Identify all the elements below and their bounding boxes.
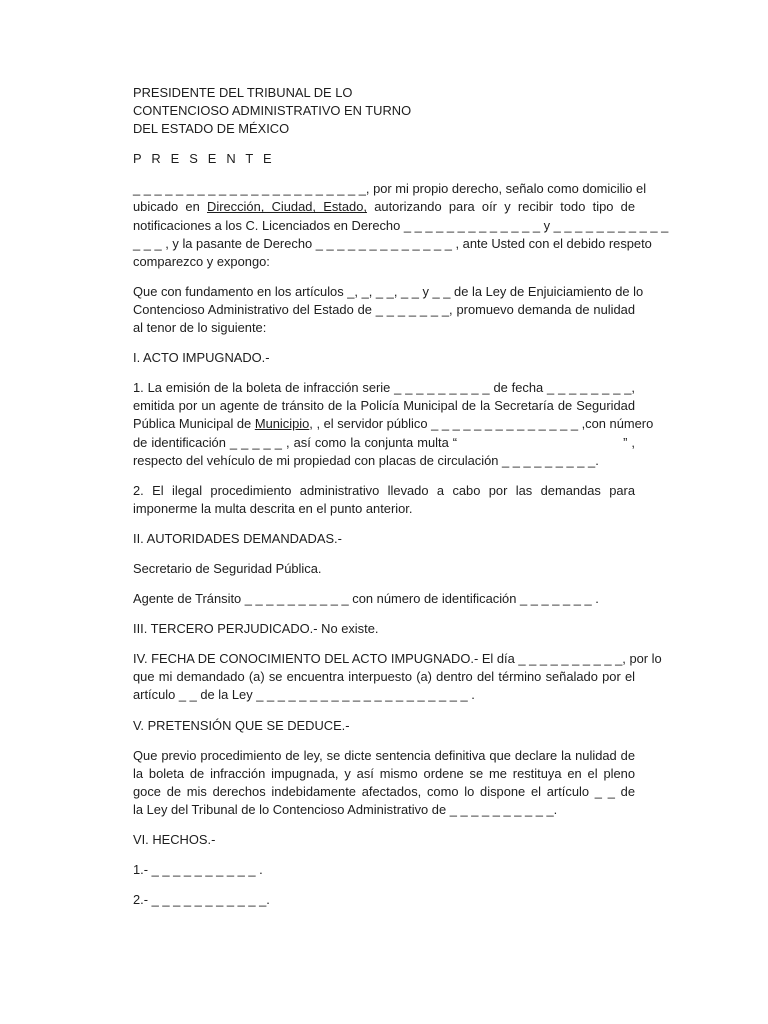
address-placeholder: Dirección, Ciudad, Estado, (207, 199, 367, 215)
intro-line-2-b: autorizando para oír y recibir todo tipo de (366, 199, 635, 215)
acto-1-line-3-b: , , el servidor público _ _ _ _ _ _ _ _ _ _ _ _ _ _ ,con número (309, 416, 654, 432)
pretension-line-3: goce de mis derechos indebidamente afectados, como lo dispone el artículo _ _ de (133, 783, 635, 799)
intro-line-2 (133, 198, 635, 216)
acto-1-line-5: respecto del vehículo de mi propiedad con placas de circulación _ _ _ _ _ _ _ _ _. (133, 452, 599, 468)
acto-1-line-4-a: de identificación _ _ _ _ _ , así como la conjunta multa “ (133, 434, 458, 450)
authority-1: Secretario de Seguridad Pública. (133, 560, 322, 576)
section-6-title: VI. HECHOS.- (133, 832, 216, 847)
intro-line-2-a: ubicado en (133, 199, 208, 215)
acto-2-line-2: imponerme la multa descrita en el punto anterior. (133, 500, 413, 516)
acto-1-line-4-b: ” , (623, 434, 635, 450)
intro-paragraph (133, 180, 669, 270)
addressee-line-1: PRESIDENTE DEL TRIBUNAL DE LO (133, 85, 353, 100)
presente-heading: P R E S E N T E (133, 151, 275, 167)
acto-2-line-1: 2. El ilegal procedimiento administrativo llevado a cabo por las demandas para (133, 482, 635, 498)
fundamento-line-3: al tenor de lo siguiente: (133, 320, 267, 336)
fundamento-line-1: Que con fundamento en los artículos _, _, _ _, _ _ y _ _ de la Ley de Enjuiciamiento de lo (133, 283, 644, 299)
acto-1-line-3-a: Pública Municipal de (133, 416, 255, 432)
fundamento-paragraph (133, 283, 644, 337)
intro-line-1: _ _ _ _ _ _ _ _ _ _ _ _ _ _ _ _ _ _ _ _ _ _, por mi propio derecho, señalo como domicilio el (133, 181, 647, 197)
acto-paragraph-2 (133, 482, 635, 518)
section-4-line-2: que mi demandado (a) se encuentra interpuesto (a) dentro del término señalado por el (133, 669, 635, 685)
addressee-line-3: DEL ESTADO DE MÉXICO (133, 121, 290, 137)
acto-1-line-1: 1. La emisión de la boleta de infracción serie _ _ _ _ _ _ _ _ _ de fecha _ _ _ _ _ _ _ _, (133, 380, 635, 396)
pretension-line-4: la Ley del Tribunal de lo Contencioso Administrativo de _ _ _ _ _ _ _ _ _ _. (133, 801, 558, 817)
acto-paragraph-1 (133, 379, 654, 469)
addressee-block (133, 84, 635, 138)
pretension-line-1: Que previo procedimiento de ley, se dicte sentencia definitiva que declare la nulidad de (133, 747, 635, 763)
intro-line-3: notificaciones a los C. Licenciados en Derecho _ _ _ _ _ _ _ _ _ _ _ _ _ y _ _ _ _ _ _ _ _ _ _ _ (133, 217, 669, 233)
section-4-line-1: IV. FECHA DE CONOCIMIENTO DEL ACTO IMPUGNADO.- El día _ _ _ _ _ _ _ _ _ _, por lo (133, 651, 662, 667)
section-5-title: V. PRETENSIÓN QUE SE DEDUCE.- (133, 717, 350, 733)
authority-2: Agente de Tránsito _ _ _ _ _ _ _ _ _ _ con número de identificación _ _ _ _ _ _ _ . (133, 591, 599, 607)
hecho-1: 1.- _ _ _ _ _ _ _ _ _ _ . (133, 862, 263, 878)
intro-line-5: comparezco y expongo: (133, 253, 270, 269)
section-4-paragraph (133, 650, 662, 704)
acto-1-line-2: emitida por un agente de tránsito de la Policía Municipal de la Secretaría de Seguridad (133, 398, 635, 414)
section-3-title: III. TERCERO PERJUDICADO.- No existe. (133, 621, 379, 637)
section-1-title: I. ACTO IMPUGNADO.- (133, 350, 270, 366)
fundamento-line-2: Contencioso Administrativo del Estado de _ _ _ _ _ _ _, promuevo demanda de nulidad (133, 301, 635, 317)
pretension-line-2: la boleta de infracción impugnada, y así mismo ordene se me restituya en el pleno (133, 765, 635, 781)
section-2-title: II. AUTORIDADES DEMANDADAS.- (133, 530, 342, 546)
acto-1-line-4 (133, 434, 635, 452)
addressee-line-2: CONTENCIOSO ADMINISTRATIVO EN TURNO (133, 103, 412, 119)
document-page (133, 84, 669, 909)
municipality-placeholder: Municipio (254, 416, 310, 432)
intro-line-4: _ _ _ , y la pasante de Derecho _ _ _ _ _ _ _ _ _ _ _ _ _ , ante Usted con el debido respeto (133, 235, 652, 251)
section-4-line-3: artículo _ _ de la Ley _ _ _ _ _ _ _ _ _ _ _ _ _ _ _ _ _ _ _ _ . (133, 687, 475, 703)
acto-1-line-3 (133, 415, 654, 433)
hecho-2: 2.- _ _ _ _ _ _ _ _ _ _ _. (133, 892, 270, 908)
pretension-paragraph (133, 747, 635, 819)
